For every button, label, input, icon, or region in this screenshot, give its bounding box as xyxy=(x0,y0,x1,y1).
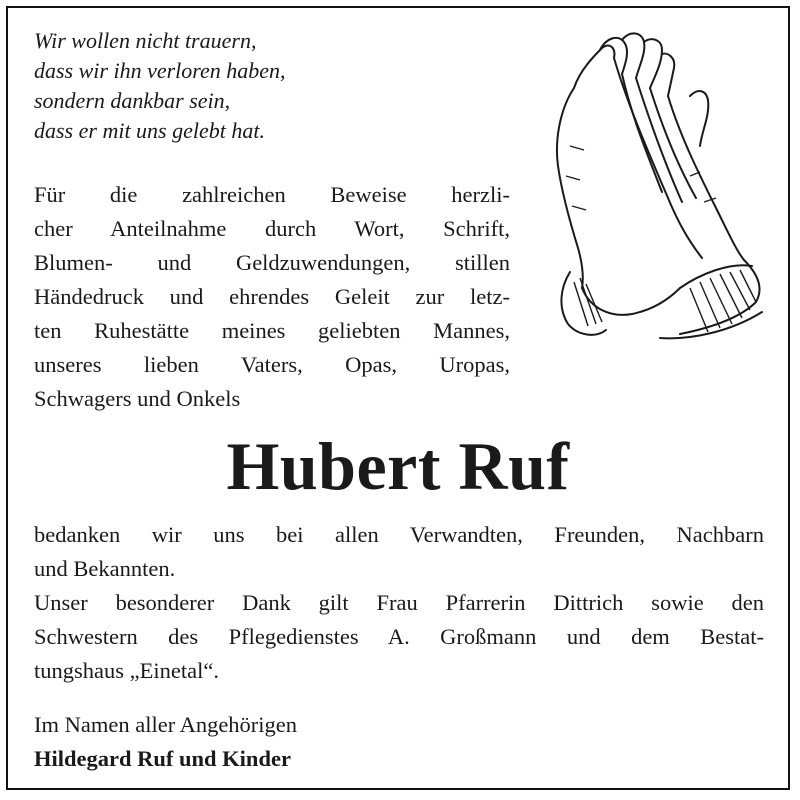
thanks-line-4: Händedruck und ehrendes Geleit zur letz- xyxy=(34,284,510,309)
thanks-line-7: Schwagers und Onkels xyxy=(34,386,241,411)
ack-line-3: Unser besonderer Dank gilt Frau Pfarrerin Dittrich sowie den xyxy=(34,590,764,615)
ack-line-1: bedanken wir uns bei allen Verwandten, Freunden, Nachbarn xyxy=(34,522,764,547)
ack-line-5: tungshaus „Einetal“. xyxy=(34,658,219,683)
thanks-line-6: unseres lieben Vaters, Opas, Uropas, xyxy=(34,352,510,377)
acknowledgement-paragraph xyxy=(34,518,764,688)
poem-line-3: sondern dankbar sein, xyxy=(34,88,231,113)
ack-line-4: Schwestern des Pflegedienstes A. Großmann und dem Bestat- xyxy=(34,624,764,649)
poem-line-1: Wir wollen nicht trauern, xyxy=(34,28,257,53)
ack-line-2: und Bekannten. xyxy=(34,556,176,581)
thanks-line-1: Für die zahlreichen Beweise herzli- xyxy=(34,182,510,207)
thanks-line-2: cher Anteilnahme durch Wort, Schrift, xyxy=(34,216,510,241)
poem-line-2: dass wir ihn verloren haben, xyxy=(34,58,286,83)
obituary-notice xyxy=(6,6,790,790)
thanks-line-3: Blumen- und Geldzuwendungen, stillen xyxy=(34,250,510,275)
thanks-line-5: ten Ruhestätte meines geliebten Mannes, xyxy=(34,318,510,343)
praying-hands-icon xyxy=(540,26,768,366)
thanks-paragraph xyxy=(34,178,510,416)
signature-names: Hildegard Ruf und Kinder xyxy=(34,746,291,771)
poem-line-4: dass er mit uns gelebt hat. xyxy=(34,118,265,143)
deceased-name: Hubert Ruf xyxy=(226,428,570,504)
signature-intro: Im Namen aller Angehörigen xyxy=(34,712,298,737)
signature-block xyxy=(34,708,634,776)
memorial-poem xyxy=(34,26,454,146)
